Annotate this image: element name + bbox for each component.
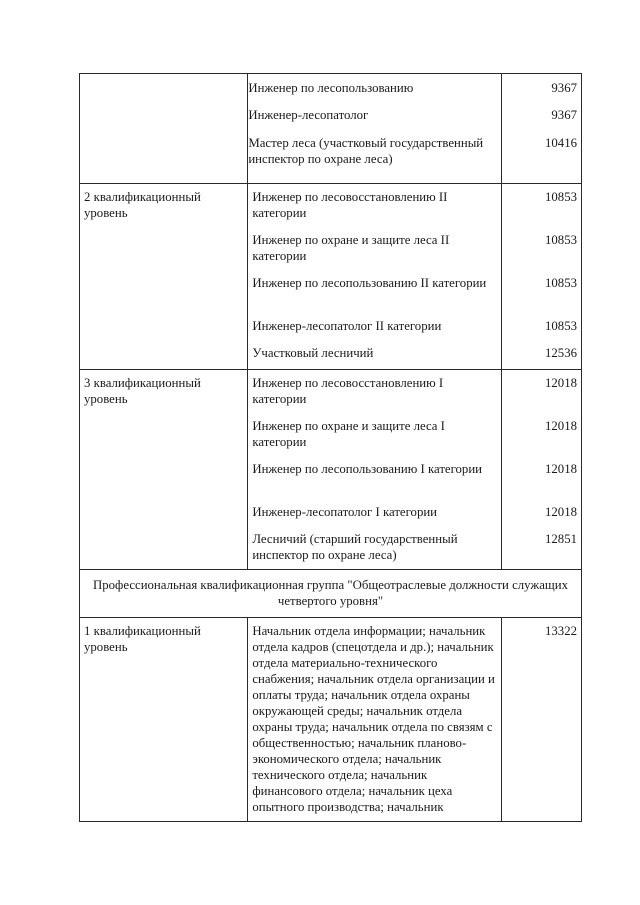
salary-cell — [501, 74, 581, 184]
level-cell — [80, 370, 248, 570]
position-item: Инженер по охране и защите леса II категории — [252, 233, 450, 263]
position-item: Инженер по лесовосстановлению I категории — [252, 376, 444, 406]
salary-table — [79, 73, 582, 822]
salary-value: 12018 — [545, 462, 577, 476]
position-item: Инженер-лесопатолог — [248, 108, 369, 122]
position-item: Инженер по лесопользованию II категории — [252, 276, 487, 290]
salary-value: 12018 — [545, 505, 577, 519]
position-item: Мастер леса (участковый государственный инспектор по охране леса) — [248, 136, 484, 166]
salary-value: 9367 — [551, 81, 577, 95]
positions-cell — [248, 618, 502, 822]
level-cell — [80, 618, 248, 822]
salary-value: 9367 — [551, 108, 577, 122]
level-label: 2 квалификационный уровень — [84, 190, 201, 220]
position-item: Инженер по охране и защите леса I категории — [252, 419, 445, 449]
level-cell — [80, 74, 248, 184]
position-item: Инженер по лесопользованию — [248, 81, 414, 95]
position-item: Инженер по лесопользованию I категории — [252, 462, 483, 476]
position-item: Инженер-лесопатолог I категории — [252, 505, 438, 519]
salary-value: 12018 — [545, 419, 577, 433]
salary-cell — [501, 184, 581, 370]
salary-value: 12536 — [545, 346, 577, 360]
salary-value: 13322 — [545, 624, 577, 638]
table-row — [80, 370, 582, 570]
salary-cell — [501, 370, 581, 570]
level-cell — [80, 184, 248, 370]
group-heading: Профессиональная квалификационная группа "Общеотраслевые должности служащих четвертого уровня" — [80, 570, 582, 618]
positions-cell — [248, 370, 502, 570]
level-label: 3 квалификационный уровень — [84, 376, 201, 406]
table-row — [80, 74, 582, 184]
positions-cell — [248, 184, 502, 370]
salary-value: 10853 — [545, 233, 577, 247]
position-item: Начальник отдела информации; начальник отдела кадров (спецотдела и др.); начальник отдела материально-технического снабжения; начальник отдела организации и оплаты труда; начальник отдела охраны окружающей среды; начальник отдела охраны труда; начальник отдела по связям с общественностью; начальник планово-экономического отдела; начальник технического отдела; начальник финансового отдела; начальник цеха опытного производства; начальник — [252, 624, 495, 814]
position-item: Инженер-лесопатолог II категории — [252, 319, 442, 333]
table-row — [80, 184, 582, 370]
salary-value: 10853 — [545, 190, 577, 204]
positions-cell — [248, 74, 502, 184]
position-item: Участковый лесничий — [252, 346, 374, 360]
position-item: Инженер по лесовосстановлению II категории — [252, 190, 448, 220]
salary-value: 12018 — [545, 376, 577, 390]
level-label: 1 квалификационный уровень — [84, 624, 201, 654]
salary-cell — [501, 618, 581, 822]
salary-value: 12851 — [545, 532, 577, 546]
position-item: Лесничий (старший государственный инспектор по охране леса) — [252, 532, 458, 562]
salary-value: 10416 — [545, 136, 577, 150]
salary-value: 10853 — [545, 319, 577, 333]
table-row — [80, 618, 582, 822]
salary-value: 10853 — [545, 276, 577, 290]
group-heading-row — [80, 570, 582, 618]
